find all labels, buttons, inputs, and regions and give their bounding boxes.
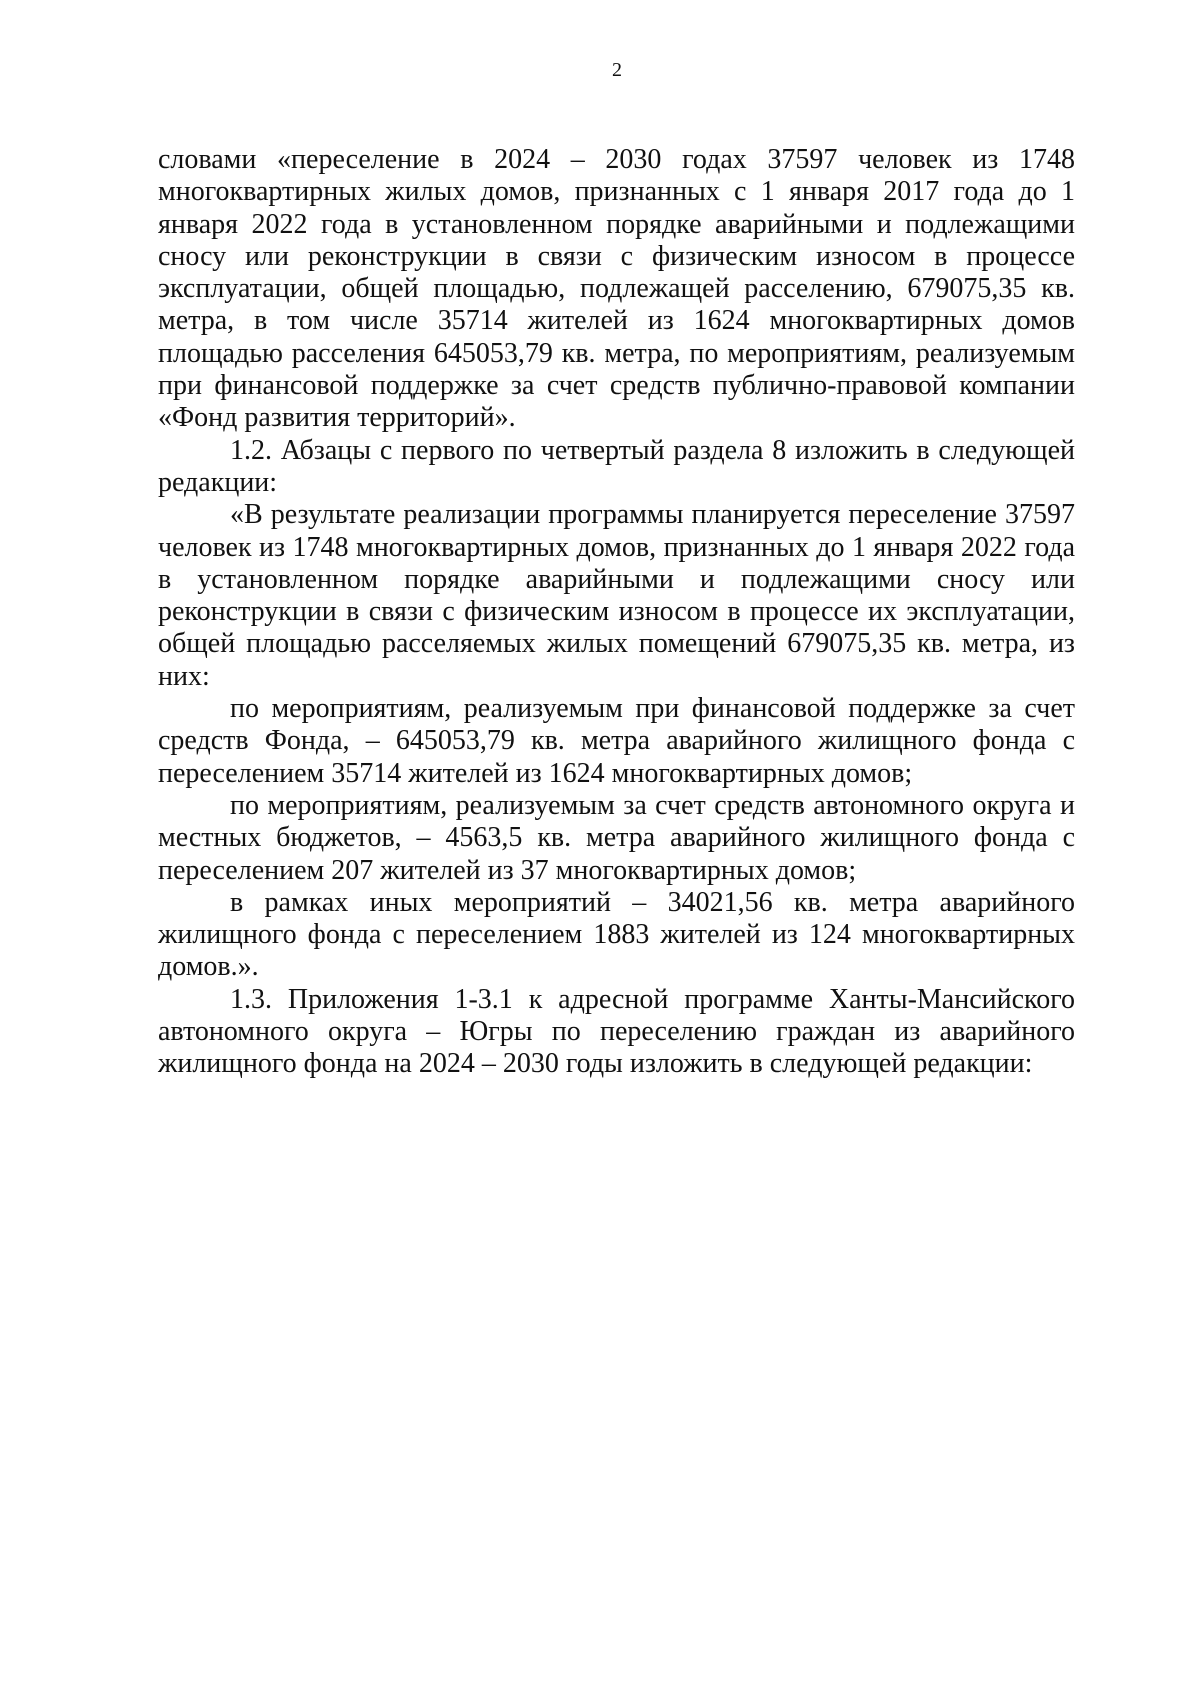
paragraph-other-measures: в рамках иных мероприятий – 34021,56 кв. метра аварийного жилищного фонда с переселением 1883 жителей из 124 многоквартирных домов.». (158, 886, 1075, 983)
paragraph-quote-start: «В результате реализации программы планируется переселение 37597 человек из 1748 многоквартирных домов, признанных до 1 января 2022 года в установленном порядке аварийными и подлежащими сносу или реконструкции в связи с физическим износом в процессе их эксплуатации, общей площадью расселяемых жилых помещений 679075,35 кв. метра, из них: (158, 499, 1075, 692)
page-number: 2 (612, 59, 622, 81)
paragraph-1-3: 1.3. Приложения 1-3.1 к адресной программе Ханты-Мансийского автономного округа – Югры по переселению граждан из аварийного жилищного фонда на 2024 – 2030 годы изложить в следующей редакции: (158, 983, 1075, 1080)
paragraph-budget-measures: по мероприятиям, реализуемым за счет средств автономного округа и местных бюджетов, – 4563,5 кв. метра аварийного жилищного фонда с переселением 207 жителей из 37 многоквартирных домов; (158, 789, 1075, 886)
paragraph-fund-measures: по мероприятиям, реализуемым при финансовой поддержке за счет средств Фонда, – 645053,79 кв. метра аварийного жилищного фонда с переселением 35714 жителей из 1624 многоквартирных домов; (158, 693, 1075, 789)
paragraph-1-2: 1.2. Абзацы с первого по четвертый раздела 8 изложить в следующей редакции: (158, 434, 1075, 498)
paragraph-continuation: словами «переселение в 2024 – 2030 годах 37597 человек из 1748 многоквартирных жилых домов, признанных с 1 января 2017 года до 1 января 2022 года в установленном порядке аварийными и подлежащими сносу или реконструкции в связи с физическим износом в процессе эксплуатации, общей площадью, подлежащей расселению, 679075,35 кв. метра, в том числе 35714 жителей из 1624 многоквартирных домов площадью расселения 645053,79 кв. метра, по мероприятиям, реализуемым при финансовой поддержке за счет средств публично-правовой компании «Фонд развития территорий». (158, 144, 1075, 434)
document-body (158, 144, 1075, 1081)
